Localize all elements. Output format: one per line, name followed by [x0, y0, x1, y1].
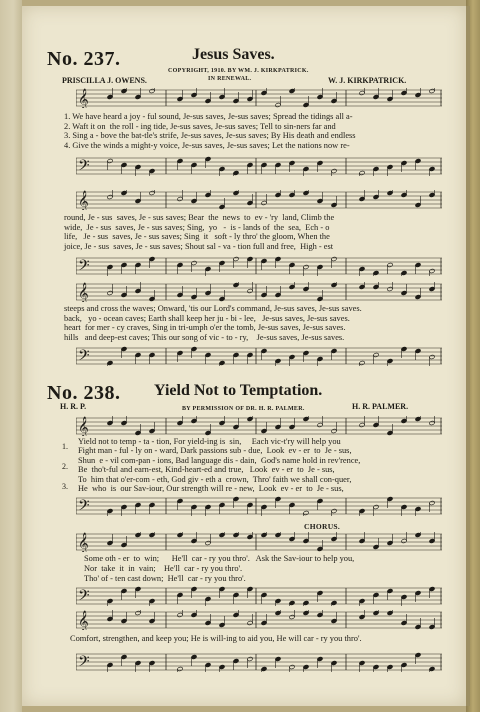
lyric-line: hills and deep-est caves; This our song of vic - to - ry, Je-sus saves, Je-sus saves.	[64, 332, 345, 342]
lyric-line: Fight man - ful - ly on - ward, Dark passions sub - due, Look ev - er to Je - sus,	[78, 446, 352, 456]
bass-clef-icon: 𝄢	[78, 347, 90, 366]
bass-clef-icon: 𝄢	[78, 257, 90, 276]
music-staff	[76, 416, 442, 436]
bass-clef-icon: 𝄢	[78, 653, 90, 672]
hymn-number: No. 238.	[47, 382, 121, 404]
treble-clef-icon: 𝄞	[78, 611, 89, 630]
staff-drawing	[76, 610, 442, 630]
book-spine-margin	[0, 0, 22, 712]
lyrics-block	[64, 304, 362, 342]
staff-drawing	[76, 256, 442, 276]
staff-drawing	[76, 346, 442, 366]
lyrics-block	[64, 112, 356, 150]
verse-number: 3.	[62, 482, 68, 491]
treble-clef-icon: 𝄞	[78, 89, 89, 108]
lyrics-block	[84, 554, 354, 584]
staff-drawing	[76, 496, 442, 516]
treble-clef-icon: 𝄞	[78, 191, 89, 210]
lyric-line: He who is our Sav-iour, Our strength will re - new, Look ev - er to Je - sus,	[78, 484, 344, 494]
composer: H. R. PALMER.	[352, 402, 409, 411]
lyric-line: Shun e - vil com-pan - ions, Bad language dis - dain, God's name hold in rev'rence,	[78, 455, 361, 465]
verse-number: 2.	[62, 462, 68, 471]
lyric-line: To him that o'er-com - eth, God giv - eth a crown, Thro' faith we shall con-quer,	[78, 474, 352, 484]
music-staff	[76, 586, 442, 606]
lyric-line: round, Je - sus saves, Je - sus saves; Bear the news to ev - 'ry land, Climb the	[64, 213, 335, 222]
treble-clef-icon: 𝄞	[78, 283, 89, 302]
permission-line: BY PERMISSION OF DR. H. R. PALMER.	[182, 406, 305, 412]
bass-clef-icon: 𝄢	[78, 497, 90, 516]
bass-clef-icon: 𝄢	[78, 157, 90, 176]
music-staff	[76, 610, 442, 630]
hymn-title: Yield Not to Temptation.	[154, 382, 323, 399]
lyric-line: back, yo - ocean caves; Earth shall keep her ju - bi - lee, Je-sus saves, Je-sus saves.	[64, 313, 350, 323]
hymn-title: Jesus Saves.	[192, 46, 275, 63]
treble-clef-icon: 𝄞	[78, 417, 89, 436]
lyric-line: Yield not to temp - ta - tion, For yield-ing is sin, Each vic-t'ry will help you	[78, 437, 341, 446]
music-staff	[76, 652, 442, 672]
staff-drawing	[76, 416, 442, 436]
lyric-line: 3. Sing a - bove the bat-tle's strife, Je-sus saves, Je-sus saves; By His death and endless	[64, 131, 356, 141]
music-staff	[76, 532, 442, 552]
staff-drawing	[76, 190, 442, 210]
copyright-line: COPYRIGHT, 1910. BY WM. J. KIRKPATRICK.	[168, 68, 309, 74]
lyric-line: 4. Give the winds a might-y voice, Je-sus saves, Je-sus saves; Let the nations now re-	[64, 140, 350, 150]
lyric-line: Some oth - er to win; He'll car - ry you thro'. Ask the Sav-iour to help you,	[84, 554, 355, 563]
lyric-line: joice, Je - sus saves, Je - sus saves; Shout sal - va - tion full and free, High - est	[64, 241, 334, 251]
lyric-line: heart for mer - cy craves, Sing in tri-umph o'er the tomb, Je-sus saves, Je-sus saves.	[64, 323, 346, 333]
verse-number: 1.	[62, 442, 68, 451]
chorus-label: CHORUS.	[304, 522, 341, 531]
lyricist: H. R. P.	[60, 402, 87, 411]
lyrics-block	[64, 213, 334, 251]
music-staff	[76, 88, 442, 108]
lyric-line: Tho' of - ten cast down; He'll car - ry you thro'.	[84, 574, 246, 583]
lyric-line: steeps and cross the waves; Onward, 'tis our Lord's command, Je-sus saves, Je-sus saves.	[64, 304, 362, 313]
treble-clef-icon: 𝄞	[78, 533, 89, 552]
lyricist: PRISCILLA J. OWENS.	[62, 76, 147, 85]
composer: W. J. KIRKPATRICK.	[328, 76, 407, 85]
renewal-line: IN RENEWAL.	[208, 76, 252, 82]
bass-clef-icon: 𝄢	[78, 587, 90, 606]
music-staff	[76, 496, 442, 516]
lyric-line: Nor take it in vain; He'll car - ry you thro'.	[84, 564, 243, 573]
hymn-number: No. 237.	[47, 48, 121, 70]
music-staff	[76, 256, 442, 276]
music-staff	[76, 190, 442, 210]
staff-drawing	[76, 586, 442, 606]
lyrics-block	[70, 634, 362, 644]
staff-drawing	[76, 156, 442, 176]
lyric-line: Be tho't-ful and earn-est, Kind-heart-ed and true, Look ev - er to Je - sus,	[78, 465, 335, 475]
lyric-line: 1. We have heard a joy - ful sound, Je-sus saves, Je-sus saves; Spread the tidings all a-	[64, 112, 353, 121]
music-staff	[76, 156, 442, 176]
lyric-line: wide, Je - sus saves, Je - sus saves; Sing, yo - is - lands of the sea, Ech - o	[64, 222, 330, 232]
hymnal-page	[22, 6, 470, 706]
lyrics-block	[78, 437, 360, 493]
staff-drawing	[76, 282, 442, 302]
staff-drawing	[76, 88, 442, 108]
lyric-line: Comfort, strengthen, and keep you; He is will-ing to aid you, He will car - ry you thro'.	[70, 634, 362, 643]
lyric-line: 2. Waft it on the roll - ing tide, Je-sus saves, Je-sus saves; Tell to sin-ners far and	[64, 121, 336, 131]
lyric-line: life, Je - sus saves, Je - sus saves; Sing it soft - ly thro' the gloom, When the	[64, 232, 330, 242]
music-staff	[76, 282, 442, 302]
staff-drawing	[76, 532, 442, 552]
music-staff	[76, 346, 442, 366]
staff-drawing	[76, 652, 442, 672]
